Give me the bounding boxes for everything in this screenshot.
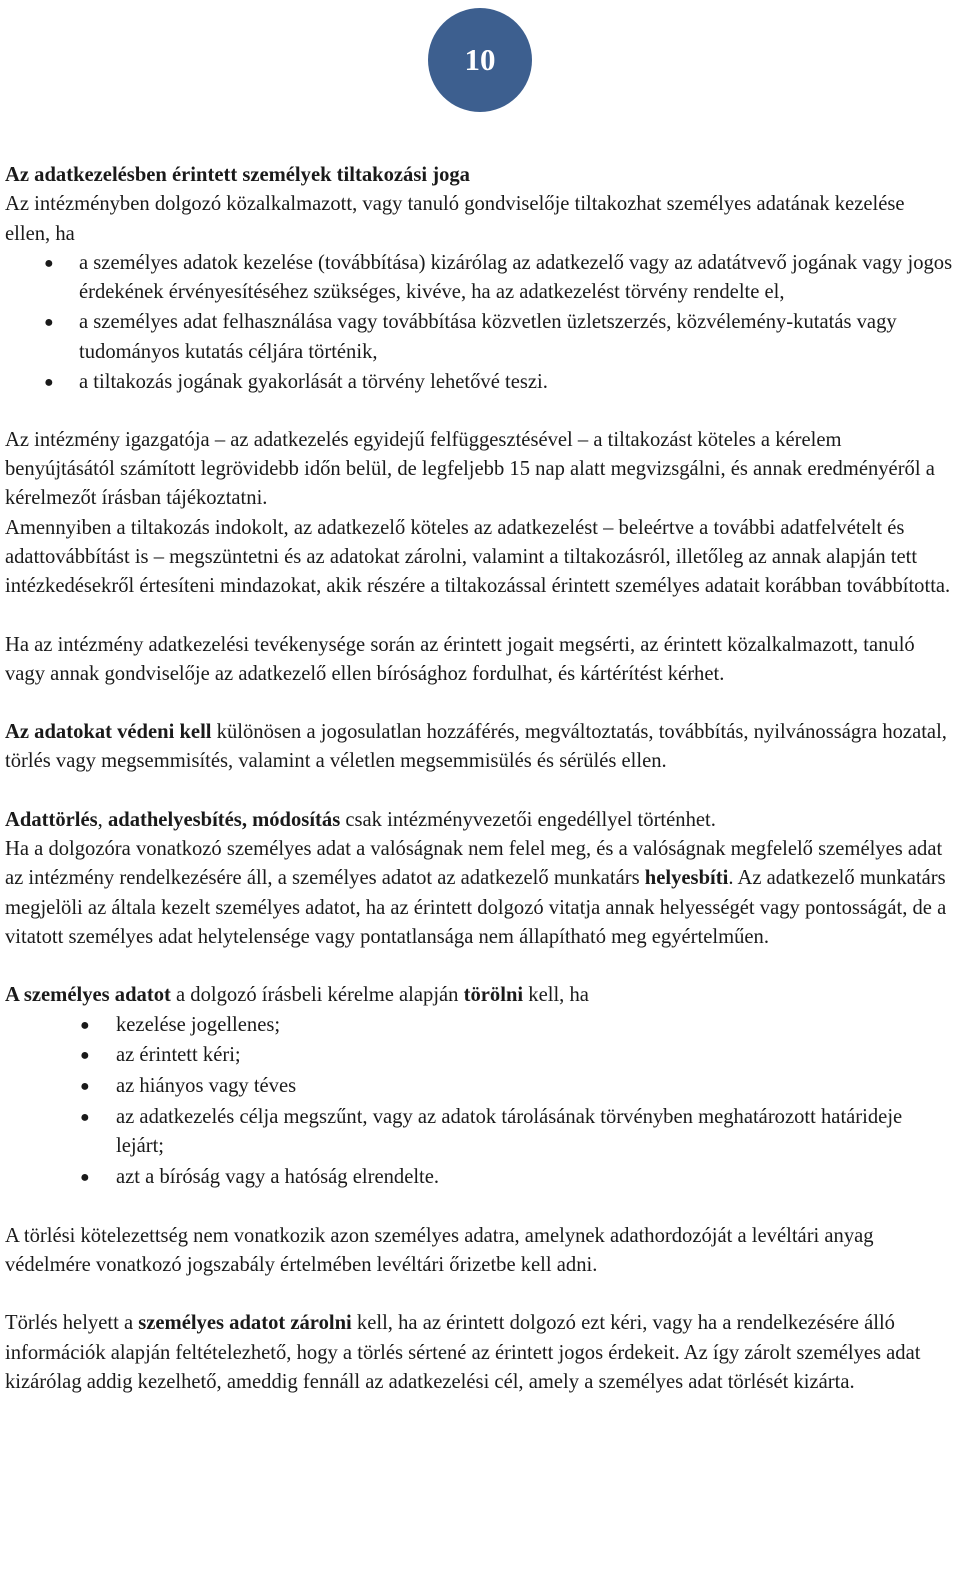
deletion-paragraph: A személyes adatot a dolgozó írásbeli kérelme alapján törölni kell, ha — [5, 984, 589, 1007]
bullet-icon: ● — [80, 1016, 90, 1034]
list-item: ● a személyes adat felhasználása vagy továbbítása közvetlen üzletszerzés, közvélemény-kutatás vagy tudományos kutatás céljára történik, — [79, 308, 953, 367]
intro-paragraph: Az intézményben dolgozó közalkalmazott, vagy tanuló gondviselője tiltakozhat személyes adatának kezelése ellen, ha — [5, 193, 905, 245]
protection-paragraph: Az adatokat védeni kell különösen a jogosulatlan hozzáférés, megváltoztatás, továbbítás, nyilvánosságra hozatal, törlés vagy megsemmisítés, valamint a véletlen megsemmisülés és sérülés ellen. — [5, 721, 947, 773]
modification-paragraph: Adattörlés, adathelyesbítés, módosítás csak intézményvezetői engedéllyel történhet. — [5, 808, 716, 831]
list-item: ● azt a bíróság vagy a hatóság elrendelte. — [116, 1163, 953, 1192]
deletion-cases-list — [5, 1011, 953, 1193]
blocking-paragraph: Törlés helyett a személyes adatot zárolni kell, ha az érintett dolgozó ezt kéri, vagy ha a rendelkezésére álló információk alapján feltételezhető, hogy a törlés sértené az érintett jogos érdekeit. Az így zárolt személyes adat kizárólag addig kezelhető, ameddig fennáll az adatkezelési cél, amely a személyes adat törlését kizárta. — [5, 1312, 921, 1393]
page-number-badge: 10 — [428, 8, 532, 112]
section-heading: Az adatkezelésben érintett személyek tiltakozási joga — [5, 164, 470, 186]
court-paragraph: Ha az intézmény adatkezelési tevékenysége során az érintett jogait megsérti, az érintett közalkalmazott, tanuló vagy annak gondviselője az adatkezelő ellen bírósághoz fordulhat, és kártérítést kérhet. — [5, 633, 915, 685]
bullet-icon: ● — [44, 314, 54, 332]
bullet-icon: ● — [80, 1108, 90, 1126]
bullet-icon: ● — [80, 1078, 90, 1096]
justified-objection-paragraph: Amennyiben a tiltakozás indokolt, az adatkezelő köteles az adatkezelést – beleértve a további adatfelvételt és adattovábbítást is – megszüntetni és az adatokat zárolni, valamint a tiltakozásról, illetőleg az annak alapján tett intézkedésekről értesíteni mindazokat, akik részére a tiltakozással érintett személyes adatait korábban továbbította. — [5, 516, 951, 598]
bullet-icon: ● — [80, 1047, 90, 1065]
director-paragraph: Az intézmény igazgatója – az adatkezelés egyidejű felfüggesztésével – a tiltakozást köteles a kérelem benyújtásától számított legrövidebb időn belül, de legfeljebb 15 nap alatt megvizsgálni, és annak eredményéről a kérelmezőt írásban tájékoztatni. — [5, 428, 935, 510]
bullet-icon: ● — [44, 373, 54, 391]
archive-paragraph: A törlési kötelezettség nem vonatkozik azon személyes adatra, amelynek adathordozóját a levéltári anyag védelmére vonatkozó jogszabály értelmében levéltári őrizetbe kell adni. — [5, 1224, 874, 1277]
list-item: ● a személyes adatok kezelése (továbbítása) kizárólag az adatkezelő vagy az adatátvevő jogának vagy jogos érdekének érvényesítéséhez szükséges, kivéve, ha az adatkezelést törvény rendelte el, — [79, 249, 953, 308]
bullet-icon: ● — [44, 254, 54, 272]
list-item: ● az érintett kéri; — [116, 1041, 953, 1070]
list-item: ● az hiányos vagy téves — [116, 1072, 953, 1101]
correction-paragraph: Ha a dolgozóra vonatkozó személyes adat a valóságnak nem felel meg, és a valóságnak megfelelő személyes adat az intézmény rendelkezésére áll, a személyes adatot az adatkezelő munkatárs helyesbíti. Az adatkezelő munkatárs megjelöli az általa kezelt személyes adatot, ha az érintett dolgozó vitatja annak helyességét vagy pontosságát, de a vitatott személyes adat helytelensége vagy pontatlansága nem állapítható meg egyértelműen. — [5, 838, 947, 948]
document-body — [5, 161, 953, 1397]
objection-cases-list — [5, 249, 953, 397]
bullet-icon: ● — [80, 1169, 90, 1186]
list-item: ● kezelése jogellenes; — [116, 1011, 953, 1040]
list-item: ● a tiltakozás jogának gyakorlását a törvény lehetővé teszi. — [79, 368, 953, 397]
list-item: ● az adatkezelés célja megszűnt, vagy az adatok tárolásának törvényben meghatározott határideje lejárt; — [116, 1103, 953, 1162]
